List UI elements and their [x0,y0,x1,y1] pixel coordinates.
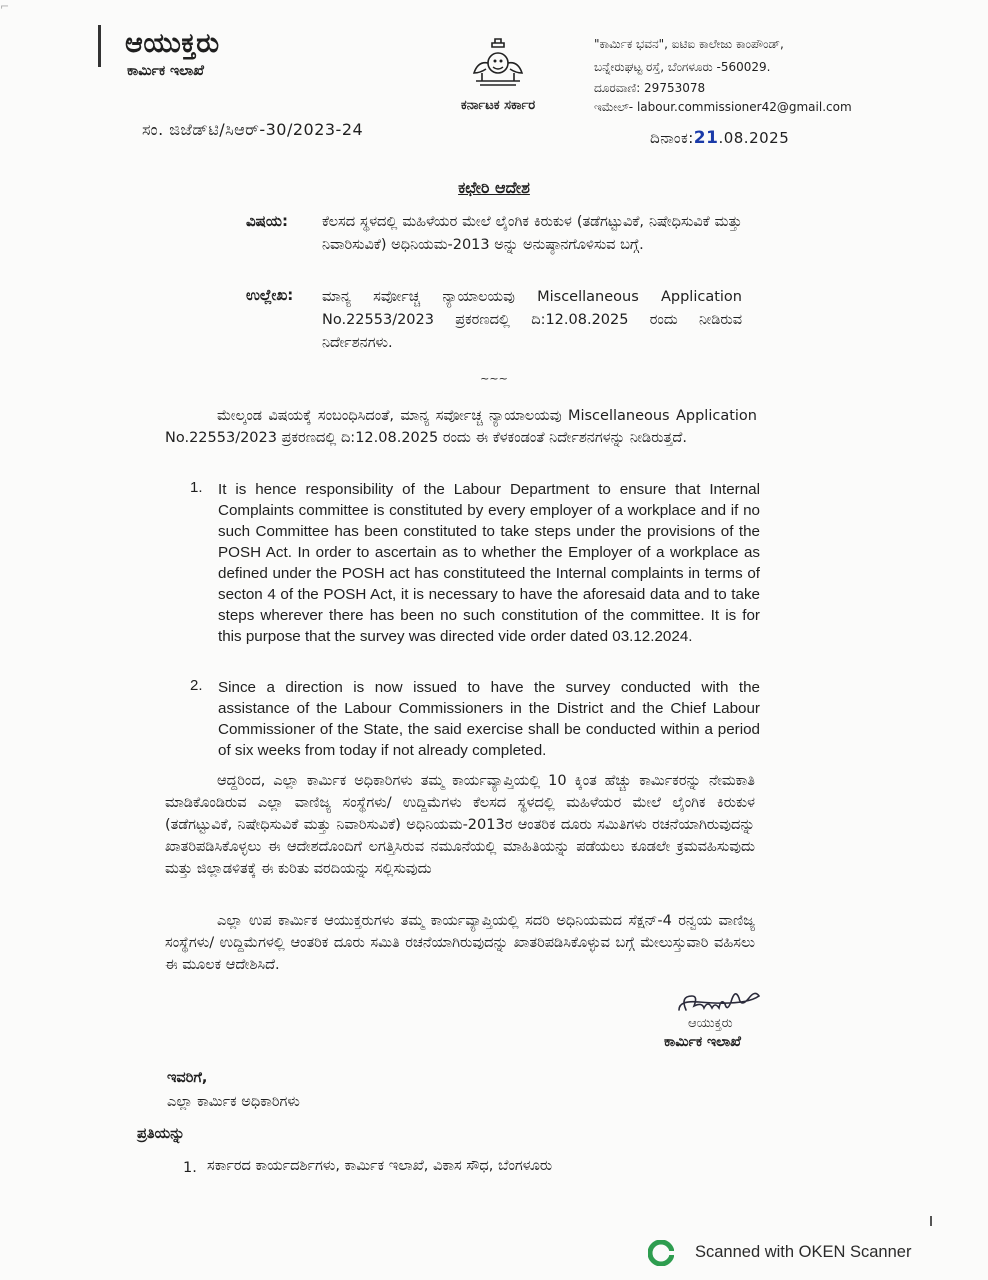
reference-label: ಉಲ್ಲೇಖ: [246,286,294,304]
scanner-logo-icon [648,1240,674,1266]
karnataka-emblem-icon [462,33,534,95]
address-line-2: ಬನ್ನೇರುಘಟ್ಟ ರಸ್ತೆ, ಬೆಂಗಳೂರು -560029. [594,60,771,74]
margin-line [98,25,101,67]
intro-paragraph: ಮೇಲ್ಕಂಡ ವಿಷಯಕ್ಕೆ ಸಂಬಂಧಿಸಿದಂತೆ, ಮಾನ್ಯ ಸರ್ವೋಚ್ಚ ನ್ಯಾಯಾಲಯವು Miscellaneous Application No.22553/2023 ಪ್ರಕರಣದಲ್ಲಿ ದಿ:12.08.2025 ರಂದು ಈ ಕೆಳಕಂಡಂತೆ ನಿರ್ದೇಶನಗಳನ್ನು ನೀಡಿರುತ್ತದೆ. [165,408,757,446]
direction-2-number: 2. [190,677,203,694]
email-line: ಇಮೇಲ್- labour.commissioner42@gmail.com [594,100,852,114]
recipient-label: ಇವರಿಗೆ, [167,1070,208,1086]
direction-1-number: 1. [190,479,203,496]
date-rest: .08.2025 [718,129,790,147]
edge-mark: ⌐ [0,0,10,13]
copy-1-number: 1. [183,1160,197,1176]
separator: ~~~ [480,372,508,385]
department-name: ಕಾರ್ಮಿಕ ಇಲಾಖೆ [127,63,204,79]
deputy-paragraph: ಎಲ್ಲಾ ಉಪ ಕಾರ್ಮಿಕ ಆಯುಕ್ತರುಗಳು ತಮ್ಮ ಕಾರ್ಯವ್ಯಾಪ್ತಿಯಲ್ಲಿ ಸದರಿ ಅಧಿನಿಯಮದ ಸೆಕ್ಷನ್-4 ರನ್ವಯ ವಾಣಿಜ್ಯ ಸಂಸ್ಥೆಗಳು/ ಉದ್ದಿಮೆಗಳಲ್ಲಿ ಆಂತರಿಕ ದೂರು ಸಮಿತಿ ರಚನೆಯಾಗಿರುವುದನ್ನು ಖಾತರಿಪಡಿಸಿಕೊಳ್ಳುವ ಬಗ್ಗೆ ಮೇಲುಸ್ತುವಾರಿ ವಹಿಸಲು ಈ ಮೂಲಕ ಆದೇಶಿಸಿದೆ. [165,913,755,973]
margin-tick [930,1216,932,1226]
order-date [650,128,789,148]
signature-department: ಕಾರ್ಮಿಕ ಇಲಾಖೆ [664,1034,741,1050]
emblem-label: ಕರ್ನಾಟಕ ಸರ್ಕಾರ [460,98,536,113]
order-title-text: ಕಛೇರಿ ಆದೇಶ [458,178,530,197]
date-label: ದಿನಾಂಕ: [650,129,694,147]
copy-label: ಪ್ರತಿಯನ್ನು [137,1126,185,1142]
reference-text: ಮಾನ್ಯ ಸರ್ವೋಚ್ಚ ನ್ಯಾಯಾಲಯವು Miscellaneous Application No.22553/2023 ಪ್ರಕರಣದಲ್ಲಿ ದಿ:12.08.2025 ರಂದು ನೀಡಿರುವ ನಿರ್ದೇಶನಗಳು. [322,289,742,351]
order-title [0,178,988,198]
order-paragraph: ಆದ್ದರಿಂದ, ಎಲ್ಲಾ ಕಾರ್ಮಿಕ ಅಧಿಕಾರಿಗಳು ತಮ್ಮ ಕಾರ್ಯವ್ಯಾಪ್ತಿಯಲ್ಲಿ 10 ಕ್ಕಿಂತ ಹೆಚ್ಚು ಕಾರ್ಮಿಕರನ್ನು ನೇಮಕಾತಿ ಮಾಡಿಕೊಂಡಿರುವ ಎಲ್ಲಾ ವಾಣಿಜ್ಯ ಸಂಸ್ಥೆಗಳು/ ಉದ್ದಿಮೆಗಳು ಕೆಲಸದ ಸ್ಥಳದಲ್ಲಿ ಮಹಿಳೆಯರ ಮೇಲೆ ಲೈಂಗಿಕ ಕಿರುಕುಳ (ತಡೆಗಟ್ಟುವಿಕೆ, ನಿಷೇಧಿಸುವಿಕೆ ಮತ್ತು ನಿವಾರಿಸುವಿಕೆ) ಅಧಿನಿಯಮ-2013ರ ಆಂತರಿಕ ದೂರು ಸಮಿತಿಗಳು ರಚನೆಯಾಗಿರುವುದನ್ನು ಖಾತರಿಪಡಿಸಿಕೊಳ್ಳಲು ಈ ಆದೇಶದೊಂದಿಗೆ ಲಗತ್ತಿಸಿರುವ ನಮೂನೆಯಲ್ಲಿ ಮಾಹಿತಿಯನ್ನು ಪಡೆಯಲು ಕೂಡಲೇ ಕ್ರಮವಹಿಸುವುದು ಮತ್ತು ಜಿಲ್ಲಾಡಳಿತಕ್ಕೆ ಈ ಕುರಿತು ವರದಿಯನ್ನು ಸಲ್ಲಿಸುವುದು [165,773,755,877]
address-line-1: "ಕಾರ್ಮಿಕ ಭವನ", ಐಟಿಐ ಕಾಲೇಜು ಕಾಂಪೌಂಡ್, [594,37,784,51]
signature-designation: ಆಯುಕ್ತರು [688,1016,733,1031]
phone-line: ದೂರವಾಣಿ: 29753078 [594,81,706,95]
copy-1-text: ಸರ್ಕಾರದ ಕಾರ್ಯದರ್ಶಿಗಳು, ಕಾರ್ಮಿಕ ಇಲಾಖೆ, ವಿಕಾಸ ಸೌಧ, ಬೆಂಗಳೂರು [207,1158,553,1174]
recipient-text: ಎಲ್ಲಾ ಕಾರ್ಮಿಕ ಅಧಿಕಾರಿಗಳು [167,1094,300,1110]
direction-1-text: It is hence responsibility of the Labour Department to ensure that Internal Complaints committee is constituted by every employer of a workplace and if no such Committee has been constituted to take steps under the provisions of the POSH Act. In order to ascertain as to whether the Employer of a workplace as defined under the POSH act has constituteed the Internal complaints in terms of secton 4 of the POSH Act, it is necessary to have the aforesaid data and to take steps wherever there has been no such constitution of the committee. It is for this purpose that the survey was directed vide order dated 03.12.2024. [218,481,760,645]
reference-number: ಸಂ. ಜಿಜೆಡ್‌ಟಿ/ಸಿಆರ್-30/2023-24 [142,120,364,139]
office-title: ಆಯುಕ್ತರು [125,28,220,59]
date-day: 21 [693,128,719,148]
scanner-watermark: Scanned with OKEN Scanner [695,1243,912,1261]
subject-label: ವಿಷಯ: [246,212,288,230]
direction-2-text: Since a direction is now issued to have the survey conducted with the assistance of the Labour Commissioners in the District and the Chief Labour Commissioner of the State, the said exercise shall be conducted within a period of six weeks from today if not already completed. [218,679,760,759]
subject-text: ಕೆಲಸದ ಸ್ಥಳದಲ್ಲಿ ಮಹಿಳೆಯರ ಮೇಲೆ ಲೈಂಗಿಕ ಕಿರುಕುಳ (ತಡೆಗಟ್ಟುವಿಕೆ, ನಿಷೇಧಿಸುವಿಕೆ ಮತ್ತು ನಿವಾರಿಸುವಿಕೆ) ಅಧಿನಿಯಮ-2013 ಅನ್ನು ಅನುಷ್ಠಾನಗೊಳಿಸುವ ಬಗ್ಗೆ. [322,214,742,253]
